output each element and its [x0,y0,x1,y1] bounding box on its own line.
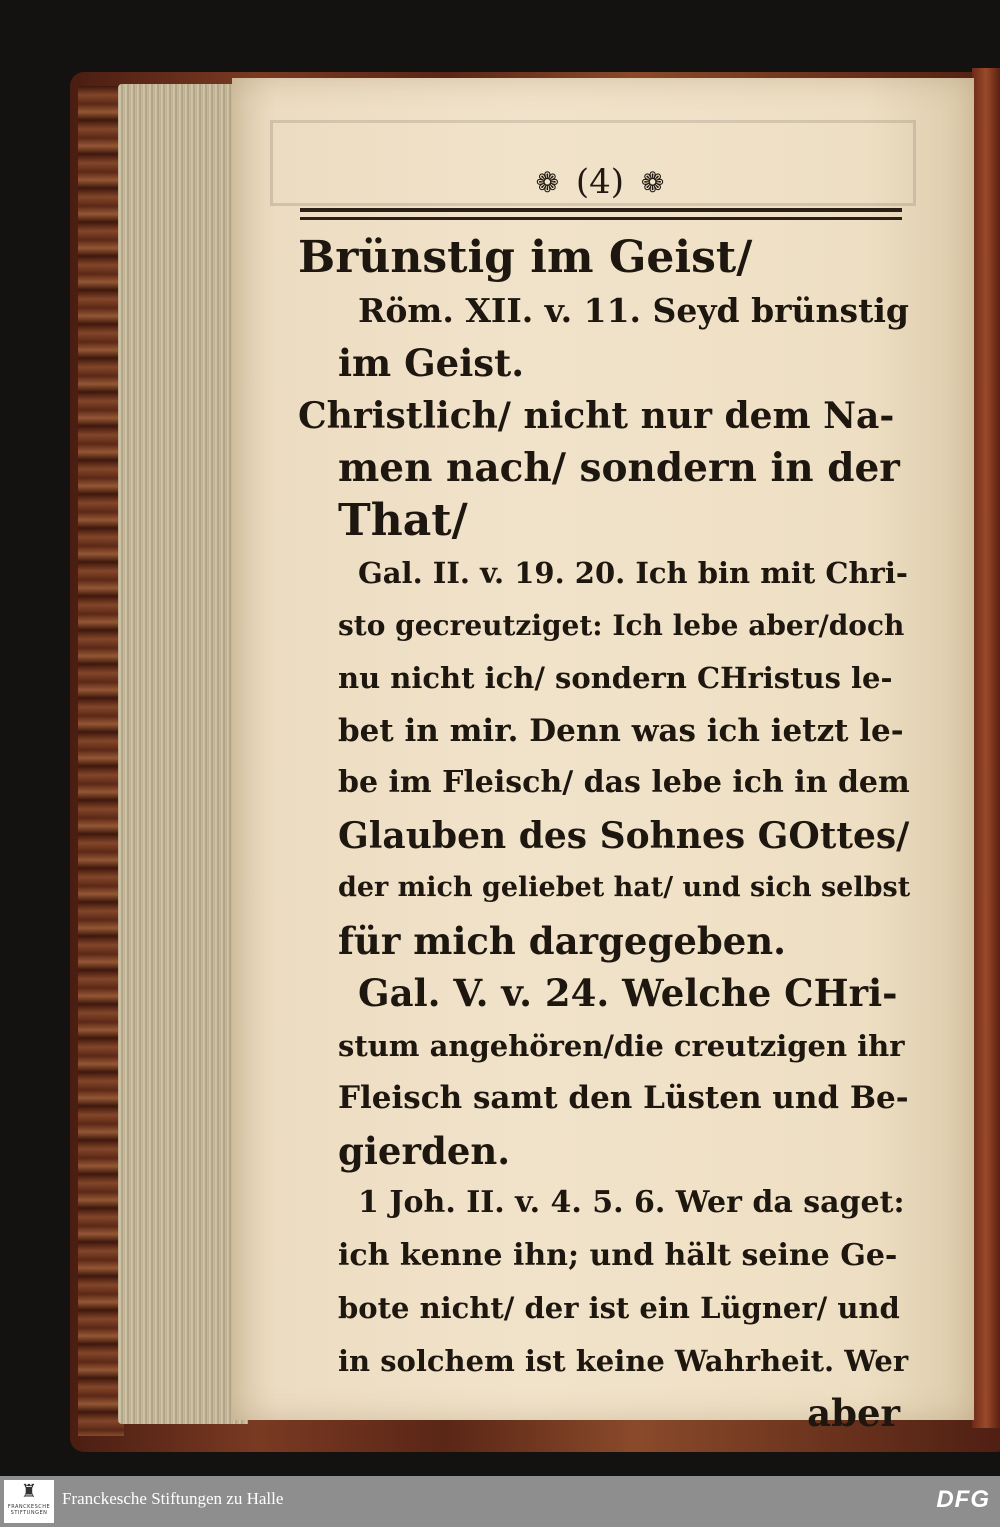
right-cover-edge [972,68,1000,1428]
text-line: der mich geliebet hat/ und sich selbst [338,872,910,903]
text-line: ich kenne ihn; und hält seine Ge- [338,1237,898,1273]
header-rule [300,208,902,220]
text-line: men nach/ sondern in der [338,445,900,491]
text-line: 1 Joh. II. v. 4. 5. 6. Wer da saget: [358,1185,905,1220]
text-line: sto gecreutziget: Ich lebe aber/doch [338,608,905,642]
dfg-logo[interactable]: DFG [936,1486,990,1513]
text-line: Fleisch samt den Lüsten und Be- [338,1080,909,1116]
text-line: bote nicht/ der ist ein Lügner/ und [338,1291,900,1325]
text-line: stum angehören/die creutzigen ihr [338,1028,905,1063]
text-line: gierden. [338,1128,511,1173]
page-header [290,160,910,210]
text-line: Christlich/ nicht nur dem Na- [298,394,895,437]
text-line: nu nicht ich/ sondern CHristus le- [338,661,893,695]
text-line: für mich dargegeben. [338,918,787,963]
text-line: Gal. II. v. 19. 20. Ich bin mit Chri- [358,556,908,590]
page-stack [118,84,248,1424]
text-line: Brünstig im Geist/ [298,232,753,283]
text-line: in solchem ist keine Wahrheit. Wer [338,1343,909,1378]
page-text [298,232,910,1440]
logo-text: FRANCKESCHE STIFTUNGEN [7,1504,51,1516]
viewer-footer [0,1476,1000,1527]
text-line: im Geist. [338,341,525,385]
ornament-right-icon: ❁ [640,165,665,199]
text-line: Gal. V. v. 24. Welche CHri- [358,971,898,1015]
ornament-left-icon: ❁ [535,165,560,199]
institution-name[interactable]: Franckesche Stiftungen zu Halle [62,1489,284,1508]
text-line: be im Fleisch/ das lebe ich in dem [338,765,910,800]
catchword: aber [807,1391,900,1435]
text-line: Glauben des Sohnes GOttes/ [338,814,910,857]
institution-logo[interactable] [4,1480,54,1523]
crest-icon: ♜ [20,1481,38,1502]
page-number: (4) [575,162,625,202]
text-line: Röm. XII. v. 11. Seyd brünstig [358,290,909,330]
text-line: That/ [338,494,468,546]
text-line: bet in mir. Denn was ich ietzt le- [338,712,904,749]
